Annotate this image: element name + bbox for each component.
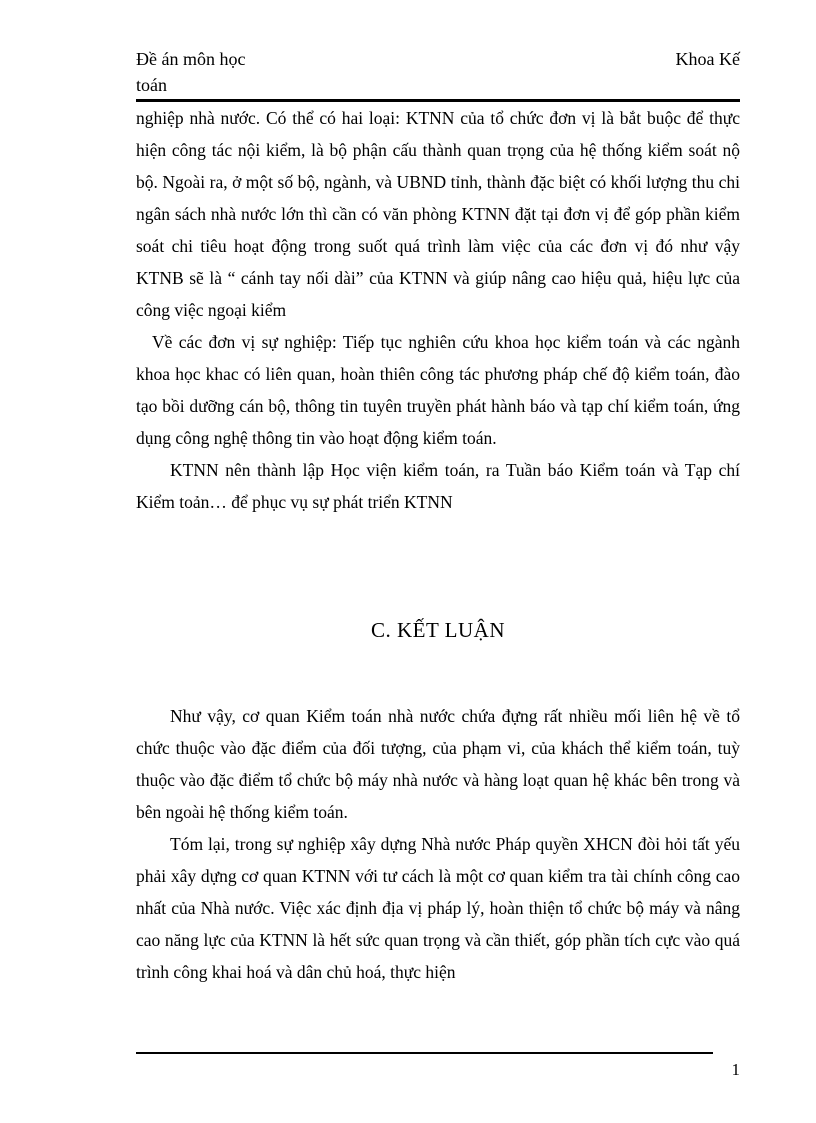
- header-row: [136, 46, 740, 72]
- section-heading-conclusion: C. KẾT LUẬN: [370, 618, 506, 642]
- paragraph: KTNN nên thành lập Học viện kiểm toán, ra Tuần báo Kiểm toán và Tạp chí Kiểm toản… để phục vụ sự phát triển KTNN: [136, 460, 740, 512]
- header-left-title: Đề án môn học: [136, 49, 246, 69]
- header-left-title-line2: toán: [136, 75, 167, 95]
- paragraph: Như vậy, cơ quan Kiểm toán nhà nước chứa đựng rất nhiều mối liên hệ về tổ chức thuộc vào đặc điểm của đối tượng, của phạm vi, của khách thể kiểm toán, tuỳ thuộc vào đặc điểm tổ chức bộ máy nhà nước và hàng loạt quan hệ khác bên trong và bên ngoài hệ thống kiểm toán.: [136, 706, 740, 822]
- footer-rule: [136, 1052, 713, 1054]
- page-footer: [136, 1052, 740, 1082]
- document-body: [136, 102, 740, 988]
- paragraph: nghiệp nhà nước. Có thể có hai loại: KTNN của tổ chức đơn vị là bắt buộc để thực hiện công tác nội kiểm, là bộ phận cấu thành quan trọng của hệ thống kiểm soát nộ bộ. Ngoài ra, ở một số bộ, ngành, và UBND tỉnh, thành đặc biệt có khối lượng thu chi ngân sách nhà nước lớn thì cần có văn phòng KTNN đặt tại đơn vị để góp phần kiểm soát chi tiêu hoạt động trong suốt quá trình làm việc của các đơn vị đó như vậy KTNB sẽ là “ cánh tay nối dài” của KTNN và giúp nâng cao hiệu quả, hiệu lực của công việc ngoại kiểm: [136, 108, 740, 320]
- header-right-title: Khoa Kế: [675, 49, 740, 69]
- paragraph: Tóm lại, trong sự nghiệp xây dựng Nhà nước Pháp quyền XHCN đòi hỏi tất yếu phải xây dựng cơ quan KTNN với tư cách là một cơ quan kiểm tra tài chính công cao nhất của Nhà nước. Việc xác định địa vị pháp lý, hoàn thiện tổ chức bộ máy và nâng cao năng lực của KTNN là hết sức quan trọng và cần thiết, góp phần tích cực vào quá trình công khai hoá và dân chủ hoá, thực hiện: [136, 834, 740, 982]
- page-number: 1: [731, 1060, 740, 1079]
- paragraph: Về các đơn vị sự nghiệp: Tiếp tục nghiên cứu khoa học kiểm toán và các ngành khoa học khac có liên quan, hoàn thiên công tác phương pháp chế độ kiểm toán, đào tạo bồi dưỡng cán bộ, thông tin tuyên truyền phát hành báo và tạp chí kiểm toán, ứng dụng công nghệ thông tin vào hoạt động kiểm toán.: [136, 332, 740, 448]
- page-header: [136, 46, 740, 102]
